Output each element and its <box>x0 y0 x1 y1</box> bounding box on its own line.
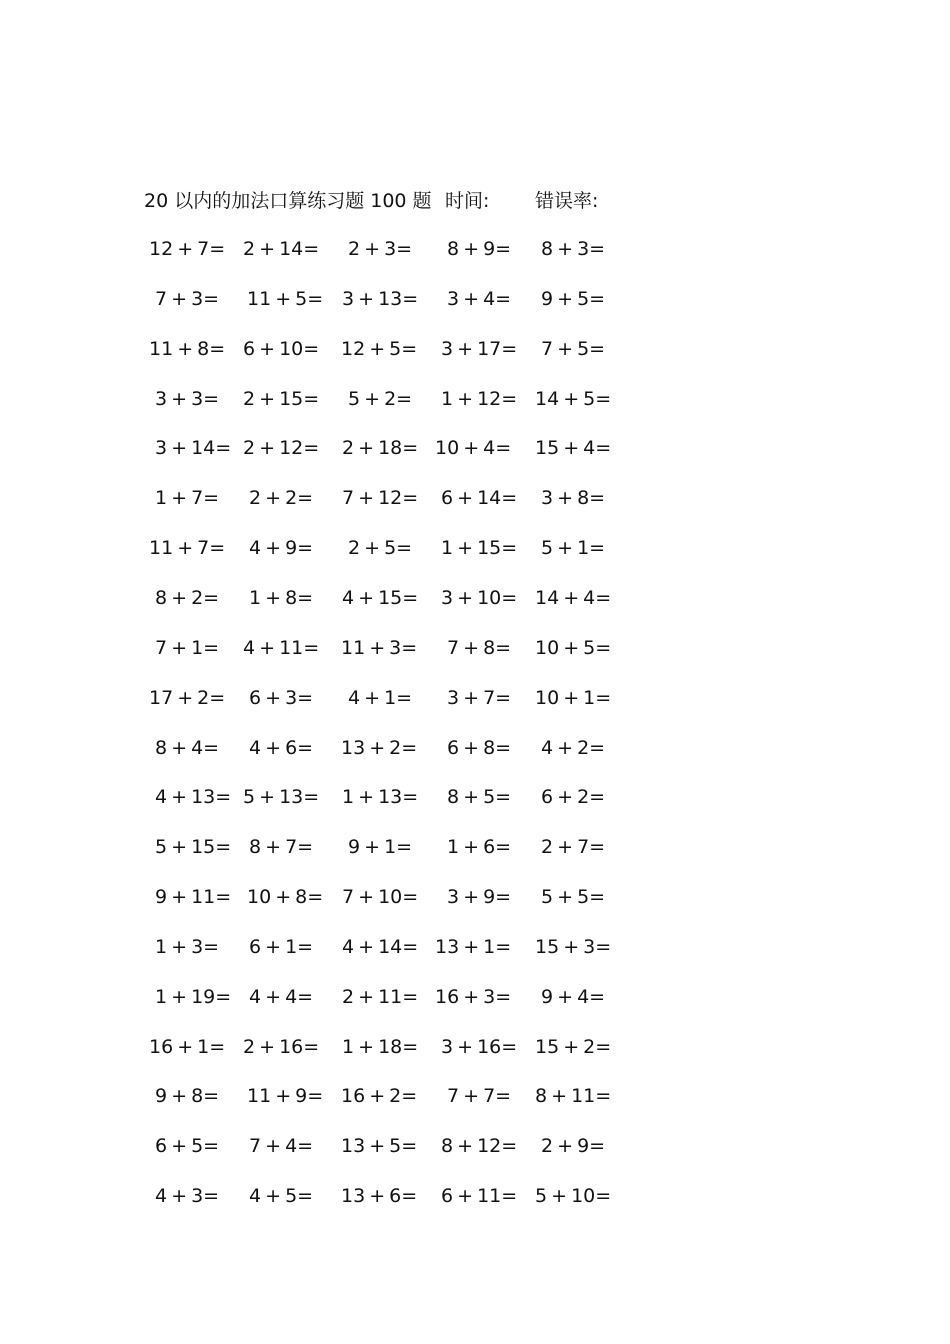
problem-r7-c2: 4 + 9= <box>249 537 314 560</box>
problem-r12-c5: 6 + 2= <box>541 786 606 809</box>
problem-r13-c1: 5 + 15= <box>155 836 232 859</box>
problem-r19-c4: 8 + 12= <box>441 1135 518 1158</box>
problem-r1-c4: 8 + 9= <box>447 238 512 260</box>
problem-r9-c3: 11 + 3= <box>341 636 418 659</box>
problem-r6-c1: 1 + 7= <box>155 487 220 510</box>
problem-r5-c5: 15 + 4= <box>535 437 612 460</box>
problem-r6-c4: 6 + 14= <box>441 487 518 510</box>
problem-r14-c4: 3 + 9= <box>447 886 512 909</box>
problem-r16-c3: 2 + 11= <box>342 985 419 1008</box>
problem-r6-c5: 3 + 8= <box>541 487 606 510</box>
problem-r5-c3: 2 + 18= <box>342 437 419 460</box>
problem-r18-c4: 7 + 7= <box>447 1085 512 1108</box>
problem-r20-c3: 13 + 6= <box>341 1185 418 1208</box>
problem-r10-c5: 10 + 1= <box>535 686 612 709</box>
problem-r10-c1: 17 + 2= <box>149 686 226 709</box>
problem-r20-c5: 5 + 10= <box>535 1185 612 1208</box>
problem-r18-c2: 11 + 9= <box>247 1085 324 1108</box>
problem-r11-c1: 8 + 4= <box>155 736 220 759</box>
problem-r14-c3: 7 + 10= <box>342 886 419 909</box>
problem-r2-c4: 3 + 4= <box>447 287 512 310</box>
problem-r8-c5: 14 + 4= <box>535 586 612 609</box>
problem-r15-c4: 13 + 1= <box>435 935 512 958</box>
problem-r13-c4: 1 + 6= <box>447 836 512 859</box>
problem-r3-c4: 3 + 17= <box>441 337 518 360</box>
problem-r12-c4: 8 + 5= <box>447 786 512 809</box>
problem-r18-c1: 9 + 8= <box>155 1085 220 1108</box>
problem-r3-c1: 11 + 8= <box>149 337 226 360</box>
problem-r14-c1: 9 + 11= <box>155 886 232 909</box>
problem-r15-c2: 6 + 1= <box>249 935 314 958</box>
problem-r15-c5: 15 + 3= <box>535 935 612 958</box>
problem-r17-c5: 15 + 2= <box>535 1035 612 1058</box>
problem-r9-c1: 7 + 1= <box>155 636 220 659</box>
problem-r5-c4: 10 + 4= <box>435 437 512 460</box>
problem-r8-c2: 1 + 8= <box>249 586 314 609</box>
problem-r19-c1: 6 + 5= <box>155 1135 220 1158</box>
problem-r16-c5: 9 + 4= <box>541 985 606 1008</box>
problem-r17-c2: 2 + 16= <box>243 1035 320 1058</box>
problem-r8-c3: 4 + 15= <box>342 586 419 609</box>
problem-r4-c4: 1 + 12= <box>441 387 518 410</box>
error-rate-label: 错误率: <box>535 190 599 212</box>
problem-r16-c1: 1 + 19= <box>155 985 232 1008</box>
problem-r4-c1: 3 + 3= <box>155 387 220 410</box>
problem-r6-c2: 2 + 2= <box>249 487 314 510</box>
problem-r13-c2: 8 + 7= <box>249 836 314 859</box>
problem-r15-c3: 4 + 14= <box>342 935 419 958</box>
problem-r18-c5: 8 + 11= <box>535 1085 612 1108</box>
problem-r20-c2: 4 + 5= <box>249 1185 314 1208</box>
problem-r18-c3: 16 + 2= <box>341 1085 418 1108</box>
problem-r10-c3: 4 + 1= <box>348 686 413 709</box>
problem-r1-c1: 12 + 7= <box>149 238 226 260</box>
problem-r1-c2: 2 + 14= <box>243 238 320 260</box>
problem-r3-c2: 6 + 10= <box>243 337 320 360</box>
problem-r11-c4: 6 + 8= <box>447 736 512 759</box>
problem-r11-c3: 13 + 2= <box>341 736 418 759</box>
problem-r3-c3: 12 + 5= <box>341 337 418 360</box>
problem-r4-c5: 14 + 5= <box>535 387 612 410</box>
problem-r8-c1: 8 + 2= <box>155 586 220 609</box>
problem-r10-c4: 3 + 7= <box>447 686 512 709</box>
problem-r12-c2: 5 + 13= <box>243 786 320 809</box>
problem-r7-c1: 11 + 7= <box>149 537 226 560</box>
problem-r9-c4: 7 + 8= <box>447 636 512 659</box>
problem-r15-c1: 1 + 3= <box>155 935 220 958</box>
problem-r1-c5: 8 + 3= <box>541 238 606 260</box>
problem-r19-c5: 2 + 9= <box>541 1135 606 1158</box>
problem-r2-c3: 3 + 13= <box>342 287 419 310</box>
problem-r9-c5: 10 + 5= <box>535 636 612 659</box>
problem-r13-c5: 2 + 7= <box>541 836 606 859</box>
problem-r16-c4: 16 + 3= <box>435 985 512 1008</box>
problem-r3-c5: 7 + 5= <box>541 337 606 360</box>
problem-r17-c1: 16 + 1= <box>149 1035 226 1058</box>
worksheet-title: 20 以内的加法口算练习题 100 题 <box>144 190 432 212</box>
problem-r20-c4: 6 + 11= <box>441 1185 518 1208</box>
problem-r12-c1: 4 + 13= <box>155 786 232 809</box>
problem-r14-c5: 5 + 5= <box>541 886 606 909</box>
problem-r10-c2: 6 + 3= <box>249 686 314 709</box>
problem-r19-c2: 7 + 4= <box>249 1135 314 1158</box>
problem-r2-c1: 7 + 3= <box>155 287 220 310</box>
problem-r4-c3: 5 + 2= <box>348 387 413 410</box>
problem-r7-c3: 2 + 5= <box>348 537 413 560</box>
problem-r5-c2: 2 + 12= <box>243 437 320 460</box>
problem-r20-c1: 4 + 3= <box>155 1185 220 1208</box>
time-label: 时间: <box>445 190 490 212</box>
problem-r14-c2: 10 + 8= <box>247 886 324 909</box>
problem-r7-c4: 1 + 15= <box>441 537 518 560</box>
problem-r13-c3: 9 + 1= <box>348 836 413 859</box>
problem-r4-c2: 2 + 15= <box>243 387 320 410</box>
problem-r2-c5: 9 + 5= <box>541 287 606 310</box>
problem-r8-c4: 3 + 10= <box>441 586 518 609</box>
problem-r16-c2: 4 + 4= <box>249 985 314 1008</box>
problem-r12-c3: 1 + 13= <box>342 786 419 809</box>
problem-r17-c4: 3 + 16= <box>441 1035 518 1058</box>
problem-r11-c5: 4 + 2= <box>541 736 606 759</box>
problem-r5-c1: 3 + 14= <box>155 437 232 460</box>
problem-r11-c2: 4 + 6= <box>249 736 314 759</box>
problem-r2-c2: 11 + 5= <box>247 287 324 310</box>
problem-r17-c3: 1 + 18= <box>342 1035 419 1058</box>
problem-r6-c3: 7 + 12= <box>342 487 419 510</box>
problem-r7-c5: 5 + 1= <box>541 537 606 560</box>
problem-r1-c3: 2 + 3= <box>348 238 413 260</box>
problem-r9-c2: 4 + 11= <box>243 636 320 659</box>
problem-r19-c3: 13 + 5= <box>341 1135 418 1158</box>
